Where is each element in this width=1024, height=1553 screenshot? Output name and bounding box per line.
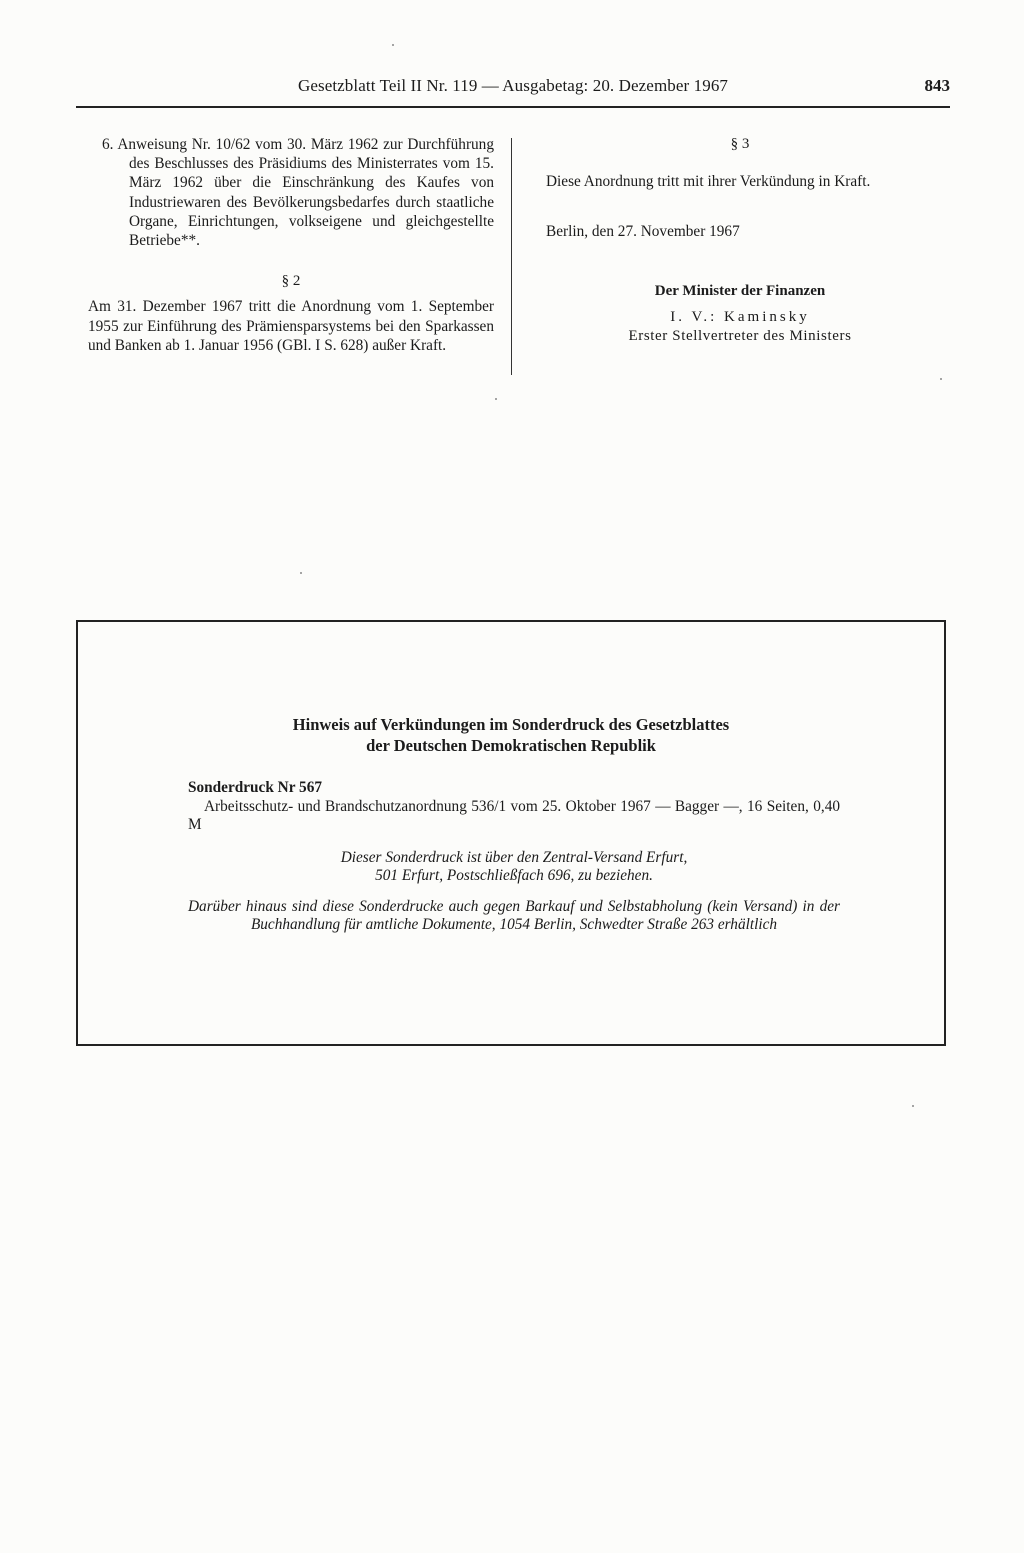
section-2-text: Am 31. Dezember 1967 tritt die Anordnung vom 1. September 1955 zur Einführung des Prämiensparsystems bei den Sparkassen und Banken ab 1. Januar 1956 (GBl. I S. 628) außer Kraft. (88, 298, 494, 354)
print-speck (912, 1105, 914, 1107)
signature-office: Der Minister der Finanzen (654, 282, 826, 299)
print-speck (300, 572, 302, 574)
print-speck (392, 44, 394, 46)
notice-body (188, 779, 840, 935)
header-rule (76, 106, 950, 108)
item-text: Anweisung Nr. 10/62 vom 30. März 1962 zur Durchführung des Beschlusses des Präsidiums des Ministerrates vom 15. März 1962 über die Einschränkung des Kaufes von Industriewaren des Bevölkerungsbedarfes durch staatliche Organe, Einrichtungen, volkseigene und gleichgestellte Betriebe**. (117, 136, 494, 250)
place-date: Berlin, den 27. November 1967 (546, 223, 740, 241)
sonderdruck-label: Sonderdruck Nr 567 (188, 779, 323, 796)
purchase-note: Darüber hinaus sind diese Sonderdrucke auch gegen Barkauf und Selbstabholung (kein Versand) in der Buchhandlung für amtliche Dokumente, 1054 Berlin, Schwedter Straße 263 erhältlich (188, 897, 840, 933)
left-column (88, 135, 494, 355)
right-column (530, 135, 950, 346)
notice-box (76, 620, 946, 1046)
section-2-heading: § 2 (281, 273, 301, 290)
print-speck (495, 398, 497, 400)
section-3-heading: § 3 (730, 136, 750, 152)
list-item-6 (88, 135, 494, 250)
column-divider (511, 138, 512, 375)
signature-role: Erster Stellvertreter des Ministers (628, 328, 852, 345)
distribution-note-line-1: Dieser Sonderdruck ist über den Zentral-Versand Erfurt, (340, 848, 688, 866)
page-number: 843 (924, 76, 950, 95)
notice-title-line-1: Hinweis auf Verkündungen im Sonderdruck des Gesetzblattes (292, 715, 730, 734)
notice-title (78, 714, 944, 756)
sonderdruck-text: Arbeitsschutz- und Brandschutzanordnung 536/1 vom 25. Oktober 1967 — Bagger —, 16 Seiten, 0,40 M (188, 797, 840, 833)
notice-title-line-2: der Deutschen Demokratischen Republik (366, 736, 656, 755)
distribution-note-line-2: 501 Erfurt, Postschließfach 696, zu beziehen. (375, 867, 653, 884)
distribution-note (188, 849, 840, 886)
item-number: 6. (102, 136, 114, 153)
signature-signer: I. V.: Kaminsky (670, 308, 810, 325)
print-speck (940, 378, 942, 380)
section-3-text: Diese Anordnung tritt mit ihrer Verkündung in Kraft. (546, 173, 871, 191)
header-title: Gesetzblatt Teil II Nr. 119 — Ausgabetag: 20. Dezember 1967 (297, 76, 729, 95)
page-header (76, 74, 950, 102)
